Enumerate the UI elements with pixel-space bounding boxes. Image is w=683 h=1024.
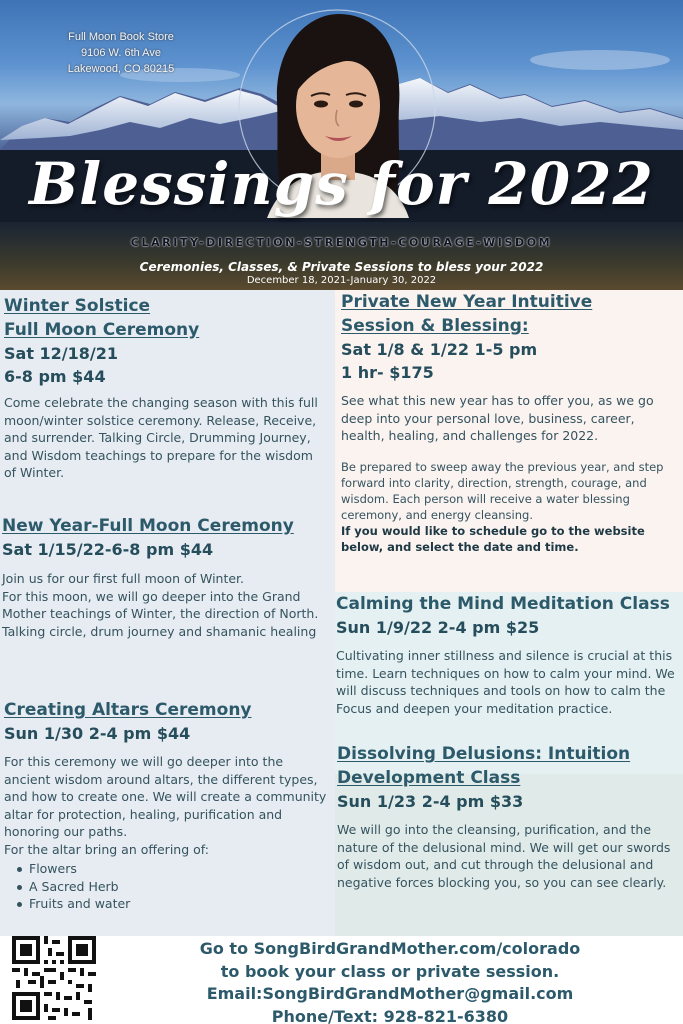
store-name: Full Moon Book Store — [68, 31, 174, 43]
schedule-note: If you would like to schedule go to the website below, and select the date and time. — [341, 523, 645, 554]
website-link[interactable]: Go to SongBirdGrandMother.com/colorado — [199, 939, 581, 958]
event-description-line: Join us for our first full moon of Winter. — [2, 571, 245, 586]
event-title: Winter Solstice — [4, 296, 151, 316]
list-item: Fruits and water — [4, 895, 328, 913]
delusions-panel — [335, 744, 683, 936]
list-item: Flowers — [4, 860, 328, 878]
event-dissolving-delusions — [337, 742, 681, 891]
page-title: Blessings for 2022 — [29, 150, 654, 218]
qr-code-icon[interactable] — [12, 936, 96, 1020]
event-date: Sat 12/18/21 — [4, 344, 119, 363]
event-meditation-class — [336, 592, 680, 717]
event-date: Sat 1/8 & 1/22 1-5 pm — [341, 340, 538, 359]
left-events-panel — [0, 290, 335, 936]
event-title: Dissolving Delusions: Intuition — [337, 744, 631, 764]
email-link[interactable]: Email:SongBirdGrandMother@gmail.com — [206, 984, 574, 1003]
event-description — [2, 570, 328, 640]
event-description: For this ceremony we will go deeper into the ancient wisdom around altars, the different types, and how to create one. We will create a community altar for protection, healing, purification and honoring our paths. — [4, 754, 327, 839]
event-description-line: For this moon, we will go deeper into the Grand Mother teachings of Winter, the direction of North. — [2, 588, 319, 621]
event-description: See what this new year has to offer you, as we go deep into your personal love, business, career, health, healing, and challenges for 2022. — [341, 393, 654, 443]
event-price: 1 hr- $175 — [341, 363, 434, 382]
list-item: A Sacred Herb — [4, 878, 328, 896]
contact-footer — [0, 936, 683, 1024]
event-datetime: Sun 1/30 2-4 pm $44 — [4, 724, 191, 743]
store-address — [56, 29, 186, 77]
store-city: Lakewood, CO 80215 — [67, 63, 175, 75]
event-title: Development Class — [337, 768, 521, 788]
event-description-line: Talking circle, drum journey and shamanic healing — [2, 623, 317, 639]
event-datetime: Sat 1/15/22-6-8 pm $44 — [2, 540, 214, 559]
tagline: Ceremonies, Classes, & Private Sessions to bless your 2022 — [139, 260, 544, 274]
store-street: 9106 W. 6th Ave — [81, 47, 161, 59]
offering-intro: For the altar bring an offering of: — [4, 841, 209, 857]
private-session-panel — [335, 290, 683, 592]
event-title: Private New Year Intuitive — [341, 292, 593, 312]
event-title: Calming the Mind Meditation Class — [336, 594, 670, 614]
date-range: December 18, 2021-January 30, 2022 — [246, 275, 437, 286]
event-datetime: Sun 1/23 2-4 pm $33 — [337, 792, 524, 811]
virtues-subtitle: CLARITY-DIRECTION-STRENGTH-COURAGE-WISDOM — [130, 236, 553, 249]
event-creating-altars — [4, 698, 328, 913]
event-title: New Year-Full Moon Ceremony — [2, 516, 294, 536]
event-description: We will go into the cleansing, purification, and the nature of the delusional mind. We will get our swords of wisdom out, and cut through the delusional and negative forces blocking you, so you can see clearly. — [337, 822, 671, 890]
phone-number[interactable]: Phone/Text: 928-821-6380 — [271, 1006, 509, 1024]
event-private-session — [341, 290, 677, 555]
booking-note: to book your class or private session. — [220, 961, 560, 981]
offering-list — [4, 860, 328, 913]
contact-info — [120, 938, 660, 1024]
event-time-price: 6-8 pm $44 — [4, 367, 106, 386]
event-title: Full Moon Ceremony — [4, 320, 200, 340]
event-new-year-full-moon — [2, 514, 328, 640]
event-title: Session & Blessing: — [341, 316, 529, 336]
event-description: Come celebrate the changing season with this full moon/winter solstice ceremony. Release, Receive, and surrender. Talking Circle, Drumming Journey, and Wisdom teachings to prepare for the wisdom of Winter. — [4, 395, 318, 480]
event-description: Cultivating inner stillness and silence is crucial at this time. Learn techniques on how to calm your mind. We will discuss techniques and tools on how to calm the Focus and deepen your meditation practice. — [336, 648, 675, 716]
event-title: Creating Altars Ceremony — [4, 700, 252, 720]
event-description: Be prepared to sweep away the previous year, and step forward into clarity, direction, strength, courage, and wisdom. Each person will receive a water blessing ceremony, and energy cleansing. — [341, 459, 664, 522]
event-datetime: Sun 1/9/22 2-4 pm $25 — [336, 618, 540, 637]
hero-banner — [0, 0, 683, 290]
event-winter-solstice — [4, 294, 328, 482]
